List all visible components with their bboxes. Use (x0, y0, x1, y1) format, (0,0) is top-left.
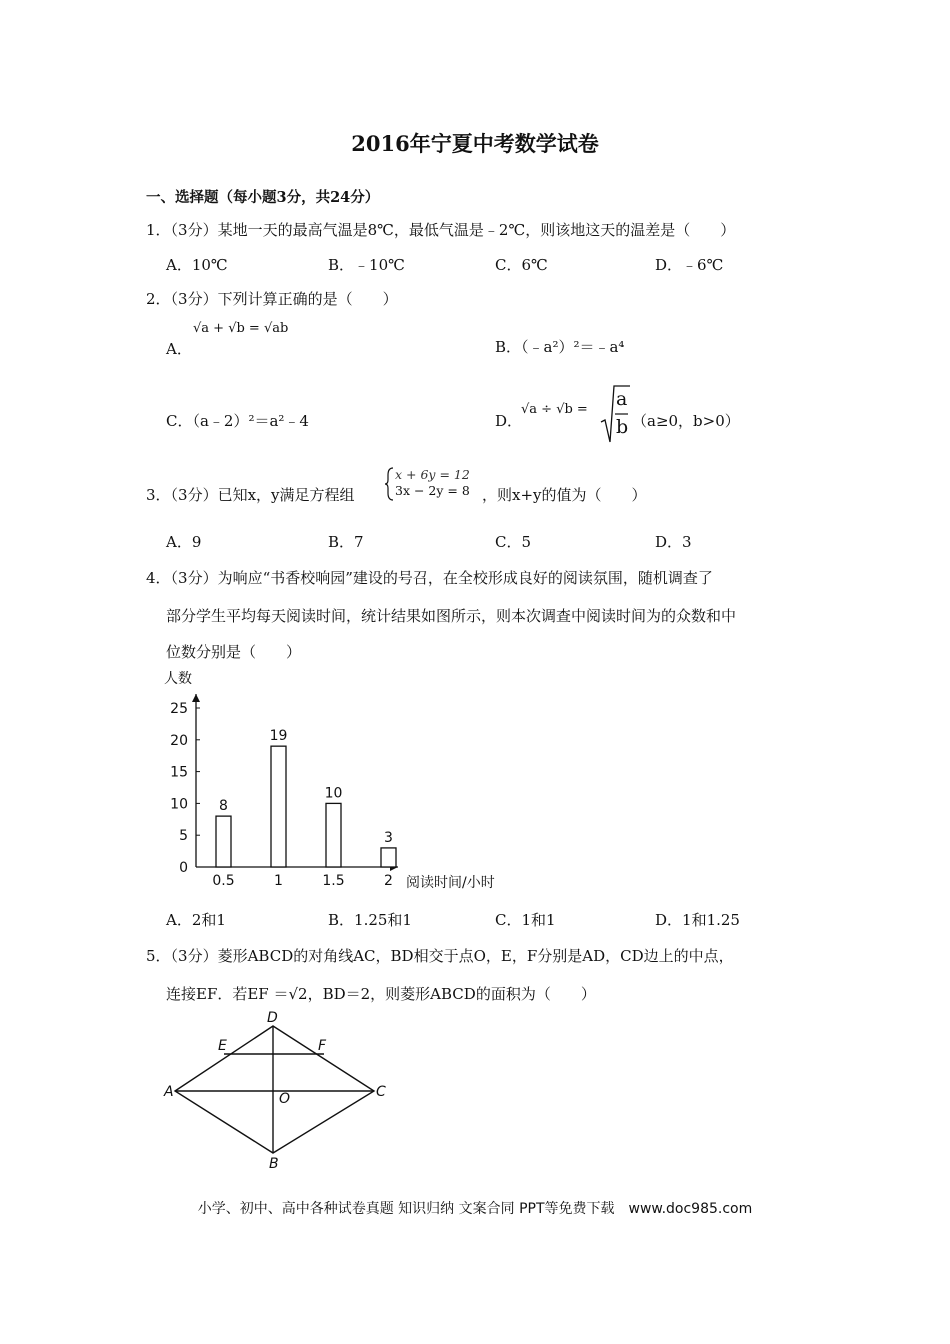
q4-option-c: C．1和1 (495, 911, 556, 929)
bar (216, 816, 231, 867)
q2-option-d-fraction (600, 384, 630, 444)
fraction-denominator: b (616, 416, 629, 438)
y-tick-label: 5 (179, 828, 188, 845)
data-label: 3 (384, 829, 393, 846)
q2-option-a-label: A． (166, 340, 192, 358)
question-4-line-2: 部分学生平均每天阅读时间，统计结果如图所示，则本次调查中阅读时间为的众数和中 (166, 607, 737, 625)
x-tick-label: 1 (274, 873, 283, 889)
question-4-line-3: 位数分别是（ ） (166, 643, 302, 661)
x-tick-label: 2 (384, 873, 393, 889)
q2-option-b: B．（﹣a²）²＝﹣a⁴ (495, 338, 625, 356)
equation-line-1: x + 6y = 12 (395, 467, 470, 482)
x-tick-label: 0.5 (212, 873, 235, 889)
q4-option-d: D．1和1.25 (655, 911, 740, 929)
vertex-label-a: A (164, 1084, 174, 1100)
data-label: 8 (219, 798, 228, 815)
bar (326, 803, 341, 867)
y-tick-label: 20 (170, 732, 188, 749)
q2-option-d-condition: （a≥0，b>0） (632, 412, 740, 430)
vertex-label-d: D (267, 1010, 278, 1026)
q3-option-b: B．7 (328, 533, 364, 551)
equation-brace (385, 467, 395, 501)
q1-option-d: D．﹣6℃ (655, 256, 724, 274)
page-title: 2016年宁夏中考数学试卷 (351, 131, 599, 156)
q4-option-b: B．1.25和1 (328, 911, 412, 929)
point-label-e: E (218, 1038, 227, 1054)
data-label: 10 (324, 785, 343, 802)
question-1-stem: 1．（3分）某地一天的最高气温是8℃，最低气温是﹣2℃，则该地这天的温差是（ ） (146, 221, 736, 239)
q2-option-d-label: D． (495, 412, 523, 430)
y-tick-label: 0 (179, 860, 188, 876)
vertex-label-b: B (269, 1156, 279, 1172)
question-4-line-1: 4．（3分）为响应“书香校响园”建设的号召，在全校形成良好的阅读氛围，随机调查了 (146, 569, 713, 587)
q2-option-a-formula: √a + √b = √ab (193, 321, 289, 336)
equation-line-2: 3x − 2y = 8 (395, 483, 470, 498)
rhombus-outline (175, 1026, 374, 1153)
bar (271, 746, 286, 867)
question-3-stem-start: 3．（3分）已知x，y满足方程组 (146, 486, 355, 504)
section-heading: 一、选择题（每小题3分，共24分） (146, 189, 380, 206)
q3-option-d: D．3 (655, 533, 692, 551)
data-label: 19 (269, 728, 288, 745)
q1-option-a: A．10℃ (166, 256, 228, 274)
q1-option-b: B．﹣10℃ (328, 256, 405, 274)
question-5-line-1: 5．（3分）菱形ABCD的对角线AC，BD相交于点O，E，F分别是AD，CD边上的中点， (146, 947, 734, 965)
rhombus-diagram (160, 1005, 400, 1175)
y-axis-arrow-icon (192, 694, 200, 702)
y-tick-label: 10 (170, 796, 188, 813)
q1-option-c: C．6℃ (495, 256, 548, 274)
point-label-o: O (279, 1091, 291, 1107)
y-axis-label: 人数 (164, 671, 192, 687)
q3-option-a: A．9 (166, 533, 202, 551)
question-5-line-2: 连接EF．若EF ＝√2，BD＝2，则菱形ABCD的面积为（ ） (166, 985, 596, 1003)
question-3-stem-end: ，则x+y的值为（ ） (482, 486, 647, 504)
y-tick-label: 15 (170, 764, 188, 781)
bar-chart (160, 666, 520, 896)
q2-option-d-formula: √a ÷ √b = (521, 402, 588, 417)
y-tick-label: 25 (170, 701, 188, 717)
vertex-label-c: C (376, 1084, 386, 1100)
q4-option-a: A．2和1 (166, 911, 226, 929)
q2-option-c: C．（a﹣2）²＝a²﹣4 (166, 412, 309, 430)
x-tick-label: 1.5 (322, 873, 345, 889)
q3-option-c: C．5 (495, 533, 532, 551)
fraction-numerator: a (616, 388, 628, 410)
point-label-f: F (318, 1038, 327, 1054)
brace-icon (385, 467, 395, 501)
footer-text: 小学、初中、高中各种试卷真题 知识归纳 文案合同 PPT等免费下载 www.doc985.com (197, 1201, 753, 1217)
question-2-stem: 2．（3分）下列计算正确的是（ ） (146, 290, 398, 308)
bar (381, 848, 396, 867)
x-axis-label: 阅读时间/小时 (406, 875, 495, 891)
